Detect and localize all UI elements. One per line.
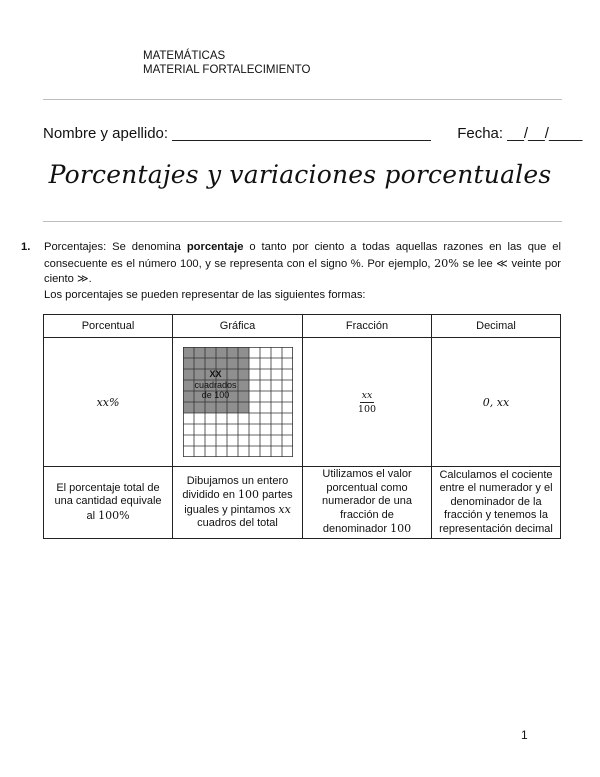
fraction-cell — [303, 338, 432, 467]
item-number: 1. — [21, 241, 31, 253]
title-divider — [43, 221, 562, 222]
shaded-label — [183, 369, 249, 401]
header-percentual: Porcentual — [44, 315, 173, 338]
graph-desc-math2: xx — [278, 502, 291, 516]
percent-desc-text: El porcentaje total de una cantidad equivale al — [54, 481, 162, 522]
document-header — [143, 49, 310, 77]
percent-desc-math: 100% — [98, 508, 130, 522]
page-number: 1 — [521, 728, 528, 742]
graph-desc-text3: cuadros del total — [197, 517, 278, 529]
decimal-expression: 0, xx — [482, 395, 510, 409]
item-subline: Los porcentajes se pueden representar de las siguientes formas: — [44, 288, 366, 301]
name-blank: _______________________________ — [172, 125, 431, 142]
material-title: MATERIAL FORTALECIMIENTO — [143, 64, 311, 76]
table-description-row — [44, 467, 561, 539]
graph-description — [173, 467, 303, 539]
percent-cell — [44, 338, 173, 467]
graph-cell — [173, 338, 303, 467]
definition-term: porcentaje — [186, 241, 244, 253]
fraction-denominator: 100 — [357, 404, 377, 415]
hundred-grid-svg — [183, 347, 293, 457]
fraction-expression — [358, 390, 376, 415]
fraction-description — [303, 467, 432, 539]
table-header-row — [44, 315, 561, 338]
top-divider — [43, 99, 562, 100]
name-label: Nombre y apellido: — [43, 125, 169, 142]
subject-title: MATEMÁTICAS — [143, 50, 226, 62]
graph-desc-text1: Dibujamos un entero dividido en — [182, 474, 289, 501]
percent-description — [44, 467, 173, 539]
hundred-grid — [183, 347, 293, 457]
shaded-label-line2: cuadrados — [194, 379, 237, 390]
header-fraccion: Fracción — [303, 315, 432, 338]
item-definition — [44, 240, 561, 288]
graph-desc-math1: 100 — [238, 488, 259, 501]
date-blank: __/__/____ — [507, 125, 583, 142]
shaded-count: XX — [209, 369, 222, 379]
item-percentages — [21, 240, 561, 303]
decimal-desc-text: Calculamos el cociente entre el numerador y el denominador de la fracción y tenemos la representación decimal — [439, 468, 553, 535]
shaded-label-line3: de 100 — [201, 390, 230, 400]
percent-expression: xx% — [96, 395, 120, 409]
table-visual-row — [44, 338, 561, 467]
definition-intro: Porcentajes: Se denomina — [44, 241, 181, 253]
header-decimal: Decimal — [432, 315, 561, 338]
definition-text: o tanto por ciento a todas aquellas razones en las que el consecuente es el número 100, y se representa con el signo %. Por ejemplo, — [44, 241, 562, 270]
definition-reading: se lee ≪ veinte por ciento ≫. — [44, 257, 562, 286]
graph-desc-text2: partes iguales y pintamos — [184, 489, 293, 516]
fraction-desc-text: Utilizamos el valor porcentual como numerador de una fracción de denominador — [322, 468, 412, 536]
date-label: Fecha: — [457, 125, 504, 142]
student-info-row — [43, 125, 582, 142]
header-grafica: Gráfica — [173, 315, 303, 338]
decimal-description — [432, 467, 561, 539]
decimal-cell — [432, 338, 561, 467]
example-percent: 20% — [434, 256, 459, 270]
fraction-desc-math: 100 — [390, 522, 412, 536]
page-title: Porcentajes y variaciones porcentuales — [48, 160, 552, 189]
fraction-numerator: xx — [361, 390, 373, 401]
representation-table — [43, 314, 561, 539]
